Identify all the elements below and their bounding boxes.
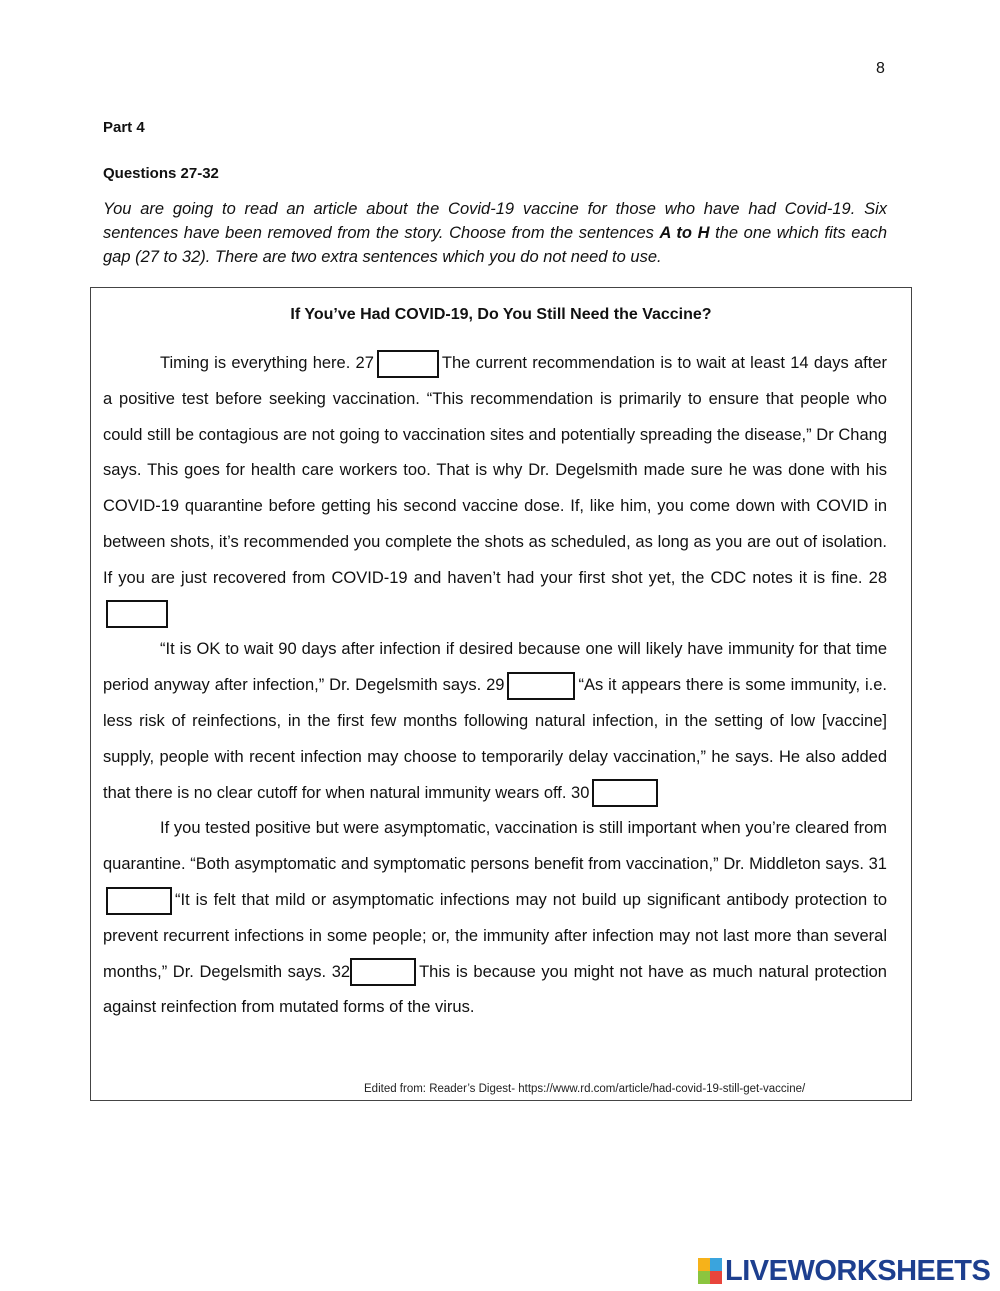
instructions xyxy=(103,197,887,269)
paragraph-2 xyxy=(103,632,887,811)
gap-28-input[interactable] xyxy=(106,600,168,628)
paragraph-1-part-1: Timing is everything here. 27 xyxy=(160,354,374,372)
page-number: 8 xyxy=(876,60,885,77)
paragraph-1 xyxy=(103,346,887,632)
logo-square-4 xyxy=(710,1271,722,1284)
logo-text: LIVEWORKSHEETS xyxy=(725,1254,991,1287)
gap-29-input[interactable] xyxy=(507,672,575,700)
liveworksheets-logo xyxy=(698,1255,990,1287)
paragraph-3-part-2: “It is felt that mild or asymptomatic infections may not build up significant antibody protection to prevent recurrent infections in some people; or, the immunity after infection may not last more than several months,” Dr. Degelsmith says. 32 xyxy=(103,890,887,981)
instructions-text-1: You are going to read an article about the Covid-19 vaccine for those who have had Covid-19. Six sentences have been removed from the story. Choose from the sentences xyxy=(103,200,887,242)
paragraph-2-part-1: “It is OK to wait 90 days after infection if desired because one will likely have immunity for that time period anyway after infection,” Dr. Degelsmith says. 29 xyxy=(103,640,887,695)
part-title: Part 4 xyxy=(103,119,145,136)
liveworksheets-logo-icon xyxy=(698,1258,722,1284)
article-body xyxy=(103,346,887,1026)
gap-27-input[interactable] xyxy=(377,350,439,378)
instructions-bold: A to H xyxy=(659,224,710,242)
article-box xyxy=(90,287,912,1101)
paragraph-2-part-2: “As it appears there is some immunity, i.e. less risk of reinfections, in the first few months following natural infection, in the setting of low [vaccine] supply, people with recent infection may choose to temporarily delay vaccination,” he says. He also added that there is no clear cutoff for when natural immunity wears off. 30 xyxy=(103,676,887,802)
questions-title: Questions 27-32 xyxy=(103,165,219,182)
gap-32-input[interactable] xyxy=(350,958,416,986)
paragraph-3 xyxy=(103,811,887,1026)
gap-30-input[interactable] xyxy=(592,779,658,807)
paragraph-1-part-2: The current recommendation is to wait at least 14 days after a positive test before seeking vaccination. “This recommendation is primarily to ensure that people who could still be contagious are not going to vaccination sites and potentially spreading the disease,” Dr Chang says. This goes for health care workers too. That is why Dr. Degelsmith made sure he was done with his COVID-19 quarantine before getting his second vaccine dose. If, like him, you come down with COVID in between shots, it’s recommended you complete the shots as scheduled, as long as you are out of isolation. If you are just recovered from COVID-19 and haven’t had your first shot yet, the CDC notes it is fine. 28 xyxy=(103,354,887,587)
article-title: If You’ve Had COVID-19, Do You Still Need the Vaccine? xyxy=(290,306,712,323)
logo-square-3 xyxy=(698,1271,710,1284)
paragraph-3-part-1: If you tested positive but were asymptomatic, vaccination is still important when you’re cleared from quarantine. “Both asymptomatic and symptomatic persons benefit from vaccination,” Dr. Middleton says. 31 xyxy=(103,819,887,874)
logo-square-1 xyxy=(698,1258,710,1271)
instructions-text-2: the one which fits each gap (27 to 32). There are two extra sentences which you do not need to use. xyxy=(103,224,888,266)
source-citation: Edited from: Reader’s Digest- https://www.rd.com/article/had-covid-19-still-get-vaccine/ xyxy=(364,1083,806,1095)
logo-square-2 xyxy=(710,1258,722,1271)
paragraph-3-part-3: This is because you might not have as much natural protection against reinfection from mutated forms of the virus. xyxy=(103,962,887,1017)
gap-31-input[interactable] xyxy=(106,887,172,915)
